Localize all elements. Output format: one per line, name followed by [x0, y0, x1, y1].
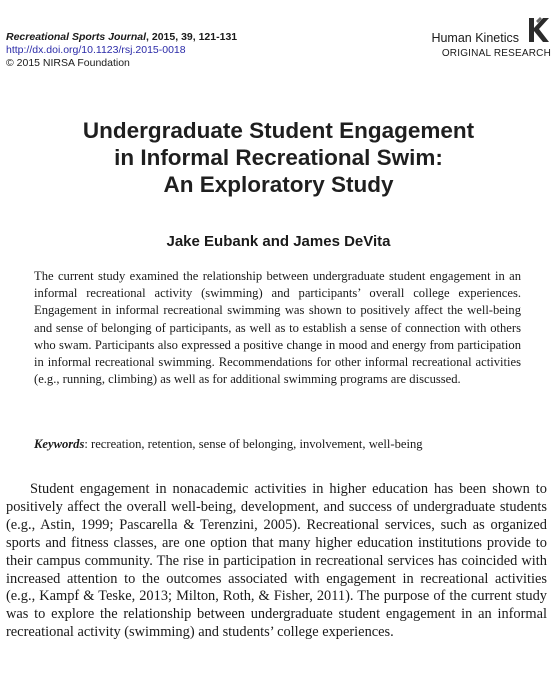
title-line-1: Undergraduate Student Engagement [82, 118, 475, 143]
body-paragraph: Student engagement in nonacademic activities in higher education has been shown to positively affect the overall well-being, development, and success of undergraduate students (e.g., Astin, 1999; Pascarella & Terenzini, 2005). Recreational services, such as organized sports and fitness classes, are one option that many higher education institutions provide to their campus community. The rise in participation in recreational services has coincided with increased attention to the outcomes associated with engagement in recreational activities (e.g., Kampf & Teske, 2013; Milton, Roth, & Fisher, 2011). The purpose of the current study was to explore the relationship between undergraduate student engagement in an informal recreational activity (swimming) and students’ college experiences. [6, 481, 547, 641]
abstract: The current study examined the relationship between undergraduate student engagement in an informal recreational activity (swimming) and participants’ overall college experiences. Engagement in informal recreational swimming was shown to positively affect the well-being and sense of belonging of participants, as well as to establish a sense of connection with others who swam. Participants also expressed a positive change in mood and energy from participation in informal recreational swimming. Recommendations for other informal recreational activities (e.g., running, climbing) as well as for additional swimming programs are discussed. [34, 269, 521, 387]
publisher-block [431, 15, 551, 60]
article-header [6, 31, 551, 75]
keywords-values: : recreation, retention, sense of belonging, involvement, well-being [84, 437, 423, 451]
human-kinetics-logo-icon [521, 15, 551, 45]
journal-citation [6, 31, 237, 44]
journal-volume-pages: , 2015, 39, 121-131 [146, 31, 238, 43]
citation-block [6, 31, 237, 70]
title-line-2: in Informal Recreational Swim: [114, 145, 443, 170]
publisher-name: Human Kinetics [431, 31, 519, 45]
article-title [0, 117, 557, 198]
keywords [34, 436, 524, 453]
author-list: Jake Eubank and James DeVita [166, 233, 391, 250]
title-line-3: An Exploratory Study [163, 172, 394, 197]
journal-name: Recreational Sports Journal [6, 31, 147, 43]
article-type: ORIGINAL RESEARCH [441, 48, 551, 59]
copyright-line: © 2015 NIRSA Foundation [6, 57, 130, 69]
doi-link[interactable]: http://dx.doi.org/10.1123/rsj.2015-0018 [6, 44, 186, 56]
keywords-label: Keywords [34, 437, 85, 451]
